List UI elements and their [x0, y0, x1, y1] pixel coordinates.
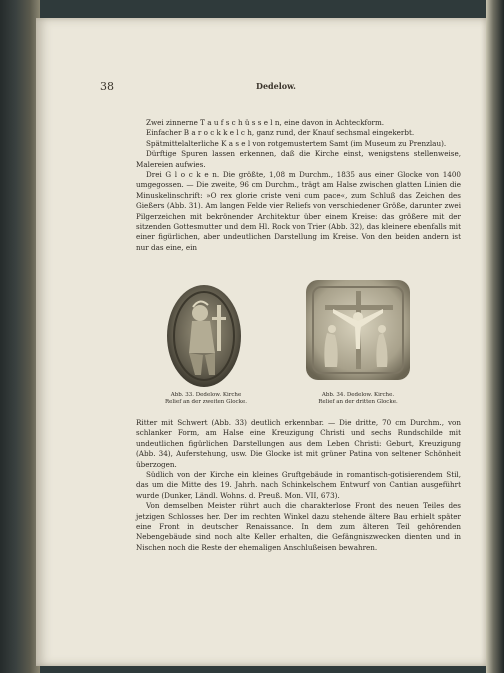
paragraph: Spätmittelalterliche K a s e l von rotgemustertem Samt (im Museum zu Prenzlau).	[146, 138, 447, 148]
caption-line: Relief an der dritten Glocke.	[318, 399, 398, 405]
figure-34-caption	[303, 392, 413, 406]
text-block-top	[136, 118, 461, 253]
caption-line: Abb. 34. Dedelow. Kirche.	[321, 392, 395, 398]
page-header	[100, 80, 460, 94]
page-number: 38	[100, 80, 114, 93]
book-binding	[0, 0, 40, 673]
caption-line: Abb. 33. Dedelow. Kirche	[170, 392, 242, 398]
paragraph: Ritter mit Schwert (Abb. 33) deutlich erkennbar. — Die dritte, 70 cm Durchm., von schlanker Form, am Halse eine Kreuzigung Christi und sechs Rundschilde mit undeutlichen figürlichen Darstellungen aus dem Leben Christi: Geburt, Kreuzigung (Abb. 34), Auferstehung, usw. Die Glocke ist mit grüner Patina von seltener Schönheit überzogen.	[136, 418, 461, 469]
page-edge	[486, 0, 504, 673]
paragraph: Dürftige Spuren lassen erkennen, daß die Kirche einst, wenigstens stellenweise, Malereien aufwies.	[136, 149, 461, 169]
running-head: Dedelow.	[256, 81, 296, 91]
paragraph: Südlich von der Kirche ein kleines Gruftgebäude in romantisch-gotisierendem Stil, das um die Mitte des 19. Jahrh. nach Schinkelschem Entwurf von Cantian ausgeführt wurde (Dunker, Ländl. Wohns. d. Preuß. Mon. VII, 673).	[136, 470, 461, 500]
paragraph: Drei G l o c k e n. Die größte, 1,08 m Durchm., 1835 aus einer Glocke von 1400 umgegossen. — Die zweite, 96 cm Durchm., trägt am Halse zwischen glatten Linien die Minuskelinschrift: »O rex glorie criste veni cum pace«, zum Schluß das Zeichen des Gießers (Abb. 31). Am langen Felde vier Reliefs von verschiedener Größe, darunter zwei Pilgerzeichen mit bekrönender Architektur über einem Kreise: das größere mit der sitzenden Gottesmutter und dem Hl. Rock von Trier (Abb. 32), das kleinere ebenfalls mit einer figürlichen, aber undeutlichen Darstellung im Kreise. Von den beiden andern ist nur das eine, ein	[136, 170, 461, 252]
figure-34-relief-image	[303, 277, 413, 383]
book-page	[36, 18, 486, 666]
caption-line: Relief an der zweiten Glocke.	[165, 399, 247, 405]
figure-33-caption	[160, 392, 252, 406]
paragraph: Zwei zinnerne T a u f s c h ü s s e l n, eine davon in Achteckform.	[146, 118, 385, 127]
paragraph: Von demselben Meister rührt auch die charakterlose Front des neuen Teiles des jetzigen Schlosses her. Der im rechten Winkel dazu stehende ältere Bau erhielt später eine Front in deutscher Renaissance. In dem zum älteren Teil gehörenden Nebengebäude sind noch alte Keller erhalten, die Gefängniszwecken dienten und in Nischen noch die Reste der ehemaligen Anschlußeisen bewahren.	[136, 501, 461, 552]
paragraph: Einfacher B a r o c k k e l c h, ganz rund, der Knauf sechsmal eingekerbt.	[146, 128, 415, 138]
figure-33-relief-image	[165, 283, 243, 389]
text-block-bottom	[136, 418, 461, 553]
